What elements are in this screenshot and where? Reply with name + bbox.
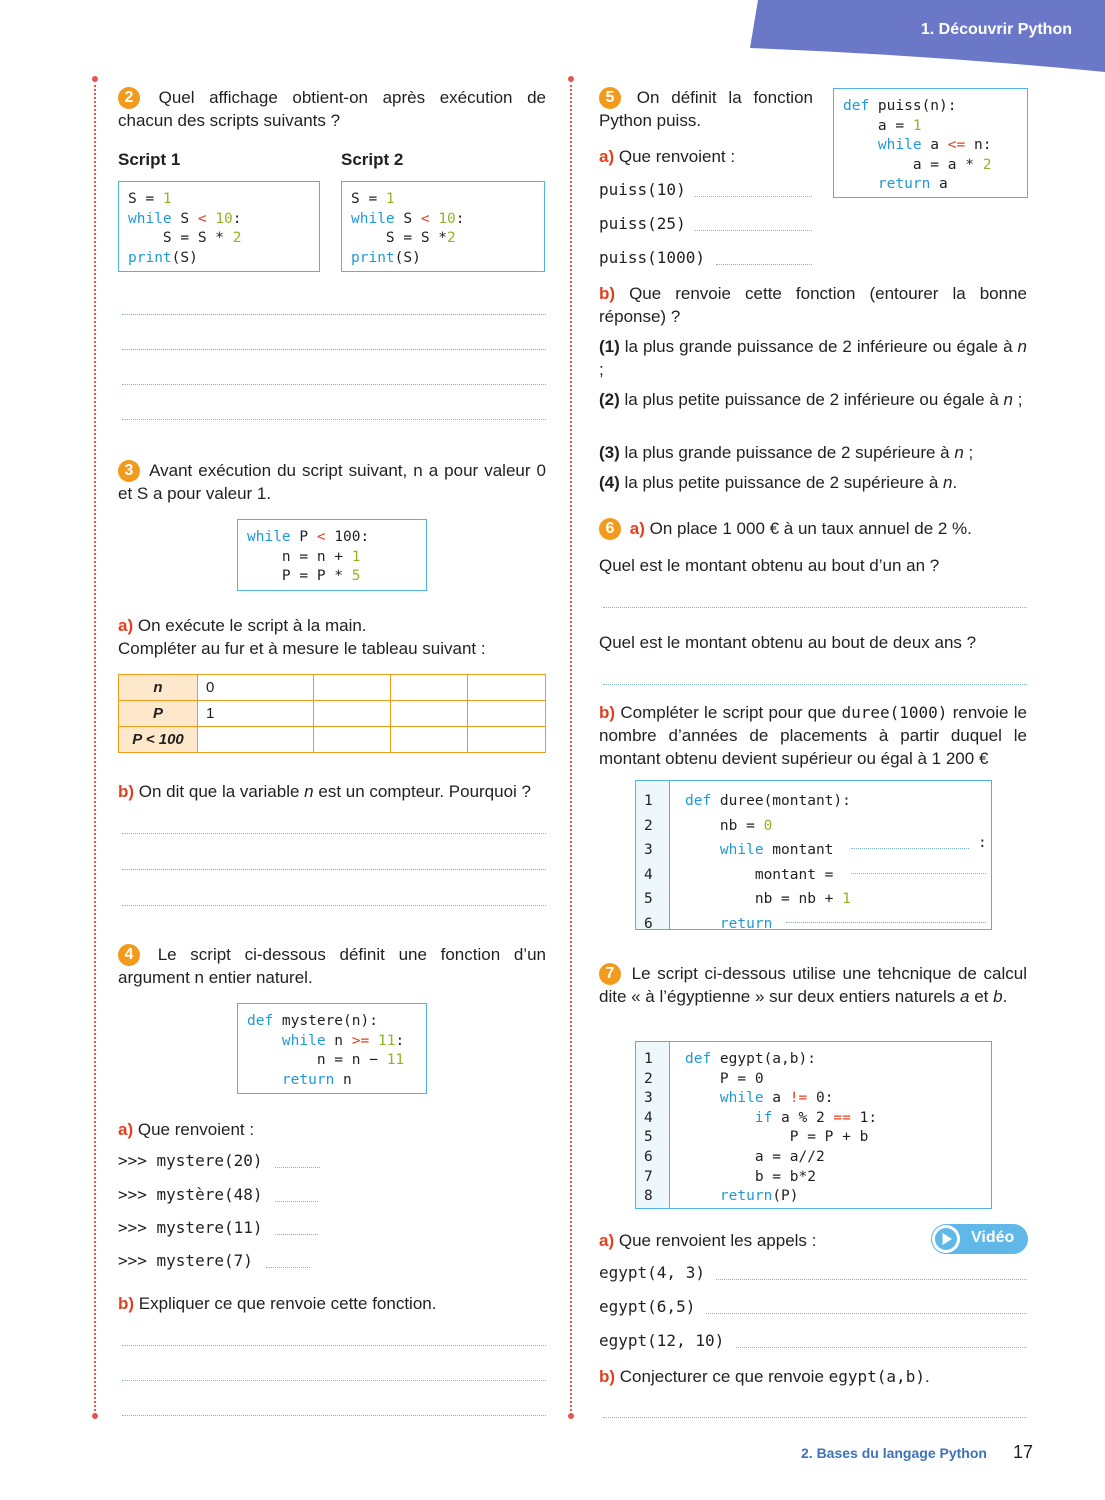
ex6-number: 6	[599, 518, 621, 540]
ex5-option-2[interactable]: (2) la plus petite puissance de 2 inférieure ou égale à n ;	[599, 390, 1023, 409]
ex6-blank-while-condition[interactable]	[851, 848, 969, 849]
ex3-number: 3	[118, 460, 140, 482]
ex4-intro	[118, 943, 546, 989]
ex5-call-3: puiss(1000)	[599, 248, 705, 267]
footer-section-title: 2. Bases du langage Python	[801, 1445, 987, 1461]
ex5-part-b: b) Que renvoie cette fonction (entourer la bonne réponse) ?	[599, 284, 1027, 326]
ex7-call-2: egypt(6,5)	[599, 1297, 696, 1316]
ex6-question-2: Quel est le montant obtenu au bout de deux ans ?	[599, 633, 977, 652]
chapter-tab	[750, 0, 1105, 72]
left-margin-rule	[94, 80, 96, 1415]
ex7-part-a: a) Que renvoient les appels :	[599, 1231, 817, 1250]
ex2-script2-label: Script 2	[341, 150, 404, 169]
center-rule	[570, 80, 572, 1415]
ex2-answer-line-4[interactable]	[122, 419, 546, 420]
ex4-answer-1[interactable]	[275, 1167, 320, 1168]
ex7-answer-2[interactable]	[706, 1313, 1027, 1314]
table-cell[interactable]: 1	[198, 701, 314, 727]
ex4-code: def mystere(n): while n >= 11: n = n − 11 return n	[237, 1003, 427, 1094]
ex7-line-numbers: 1 2 3 4 5 6 7 8	[636, 1042, 670, 1208]
ex4-call-3: >>> mystere(11)	[118, 1218, 263, 1237]
table-row: P 1	[119, 701, 546, 727]
ex7-intro: 7 Le script ci-dessous utilise une tehcnique de calcul dite « à l’égyptienne » sur deux entiers naturels a et b.	[599, 964, 1027, 1006]
ex4-call-1: >>> mystere(20)	[118, 1151, 263, 1170]
ex3-code: while P < 100: n = n + 1 P = P * 5	[237, 519, 427, 591]
ex3-part-b: b) On dit que la variable n est un compteur. Pourquoi ?	[118, 782, 531, 801]
table-cell[interactable]	[313, 727, 390, 753]
chapter-tab-title: 1. Découvrir Python	[920, 21, 1072, 38]
ex2-script1-label: Script 1	[118, 150, 181, 169]
ex5-option-1[interactable]: (1) la plus grande puissance de 2 inférieure ou égale à n ;	[599, 337, 1027, 379]
ex6-part-a: 6 a) On place 1 000 € à un taux annuel de 2 %.	[599, 517, 1027, 540]
ex6-code: 1 2 3 4 5 6 def duree(montant): nb = 0 while montant montant = nb = nb + 1 return :	[635, 780, 992, 930]
ex6-answer-line-1[interactable]	[603, 607, 1027, 608]
ex3-intro	[118, 459, 546, 505]
center-dot-top	[568, 76, 574, 82]
table-row: P < 100	[119, 727, 546, 753]
ex5-answer-2[interactable]	[695, 230, 812, 231]
table-cell[interactable]	[313, 701, 390, 727]
table-cell[interactable]	[391, 701, 468, 727]
page-number: 17	[1013, 1442, 1034, 1462]
table-cell[interactable]	[468, 675, 546, 701]
ex6-answer-line-2[interactable]	[603, 684, 1027, 685]
ex2-question	[118, 86, 546, 132]
ex4-part-a: a) Que renvoient :	[118, 1120, 255, 1139]
ex5-intro-text: On définit la fonction Python puiss.	[599, 88, 813, 130]
left-margin-dot-bottom	[92, 1413, 98, 1419]
ex2-script1-code: S = 1 while S < 10: S = S * 2 print(S)	[118, 181, 320, 272]
ex2-question-text: Quel affichage obtient-on après exécution de chacun des scripts suivants ?	[118, 88, 546, 130]
ex4-number: 4	[118, 944, 140, 966]
ex3-intro-text: Avant exécution du script suivant, n a pour valeur 0 et S a pour valeur 1.	[118, 461, 546, 503]
ex3-answer-line-2[interactable]	[122, 869, 546, 870]
table-cell[interactable]	[391, 675, 468, 701]
ex4-call-2: >>> mystère(48)	[118, 1185, 263, 1204]
ex7-part-b: b) Conjecturer ce que renvoie egypt(a,b).	[599, 1367, 930, 1386]
ex2-script2-code: S = 1 while S < 10: S = S *2 print(S)	[341, 181, 545, 272]
video-button[interactable]	[931, 1224, 1028, 1254]
table-cell[interactable]	[313, 675, 390, 701]
ex4-answer-line-1[interactable]	[122, 1345, 546, 1346]
ex6-line-numbers: 1 2 3 4 5 6	[636, 781, 670, 929]
ex4-answer-line-2[interactable]	[122, 1380, 546, 1381]
table-row: n 0	[119, 675, 546, 701]
table-cell[interactable]	[391, 727, 468, 753]
ex5-part-a: a) Que renvoient :	[599, 147, 736, 166]
ex6-part-b: b) Compléter le script pour que duree(1000) renvoie le nombre d’années de placements à partir duquel le montant obtenu devient supérieur ou égal à 1 200 €	[599, 703, 1027, 768]
ex6-while-colon: :	[978, 835, 987, 851]
ex4-intro-text: Le script ci-dessous définit une fonction d’un argument n entier naturel.	[118, 945, 546, 987]
ex5-call-2: puiss(25)	[599, 214, 686, 233]
ex7-answer-3[interactable]	[736, 1347, 1027, 1348]
ex7-call-1: egypt(4, 3)	[599, 1263, 705, 1282]
ex3-answer-line-3[interactable]	[122, 905, 546, 906]
ex3-answer-line-1[interactable]	[122, 833, 546, 834]
ex4-answer-2[interactable]	[275, 1201, 318, 1202]
ex5-answer-1[interactable]	[695, 196, 812, 197]
ex7-answer-1[interactable]	[716, 1279, 1027, 1280]
ex4-answer-line-3[interactable]	[122, 1415, 546, 1416]
video-label: Vidéo	[971, 1229, 1015, 1246]
ex4-part-b: b) Expliquer ce que renvoie cette fonction.	[118, 1294, 437, 1313]
ex6-blank-montant[interactable]	[851, 873, 986, 874]
ex4-call-4: >>> mystere(7)	[118, 1251, 253, 1270]
table-cell[interactable]	[468, 727, 546, 753]
ex5-call-1: puiss(10)	[599, 180, 686, 199]
ex7-answer-line[interactable]	[603, 1417, 1027, 1418]
ex2-number: 2	[118, 87, 140, 109]
ex4-answer-4[interactable]	[266, 1267, 310, 1268]
ex6-question-1: Quel est le montant obtenu au bout d’un an ?	[599, 556, 940, 575]
ex7-code: 1 2 3 4 5 6 7 8 def egypt(a,b): P = 0 while a != 0: if a % 2 == 1: P = P + b a = a//2 b = b*2 return(P)	[635, 1041, 992, 1209]
table-cell[interactable]	[198, 727, 314, 753]
ex7-call-3: egypt(12, 10)	[599, 1331, 725, 1350]
ex3-part-a: a) On exécute le script à la main. Compléter au fur et à mesure le tableau suivant :	[118, 616, 486, 658]
ex7-number: 7	[599, 963, 621, 985]
ex4-answer-3[interactable]	[275, 1234, 318, 1235]
center-dot-bottom	[568, 1413, 574, 1419]
ex3-trace-table	[118, 674, 546, 753]
ex6-blank-return[interactable]	[786, 922, 986, 923]
left-margin-dot-top	[92, 76, 98, 82]
ex5-answer-3[interactable]	[716, 264, 812, 265]
table-cell[interactable]: 0	[198, 675, 314, 701]
ex2-answer-line-3[interactable]	[122, 384, 546, 385]
ex5-option-4[interactable]: (4) la plus petite puissance de 2 supérieure à n.	[599, 473, 958, 492]
ex5-option-3[interactable]: (3) la plus grande puissance de 2 supérieure à n ;	[599, 443, 974, 462]
ex5-code: def puiss(n): a = 1 while a <= n: a = a * 2 return a	[833, 88, 1028, 198]
table-cell[interactable]	[468, 701, 546, 727]
ex5-number: 5	[599, 87, 621, 109]
ex2-answer-line-1[interactable]	[122, 314, 546, 315]
ex5-intro	[599, 86, 813, 132]
ex2-answer-line-2[interactable]	[122, 349, 546, 350]
play-icon	[931, 1224, 961, 1254]
